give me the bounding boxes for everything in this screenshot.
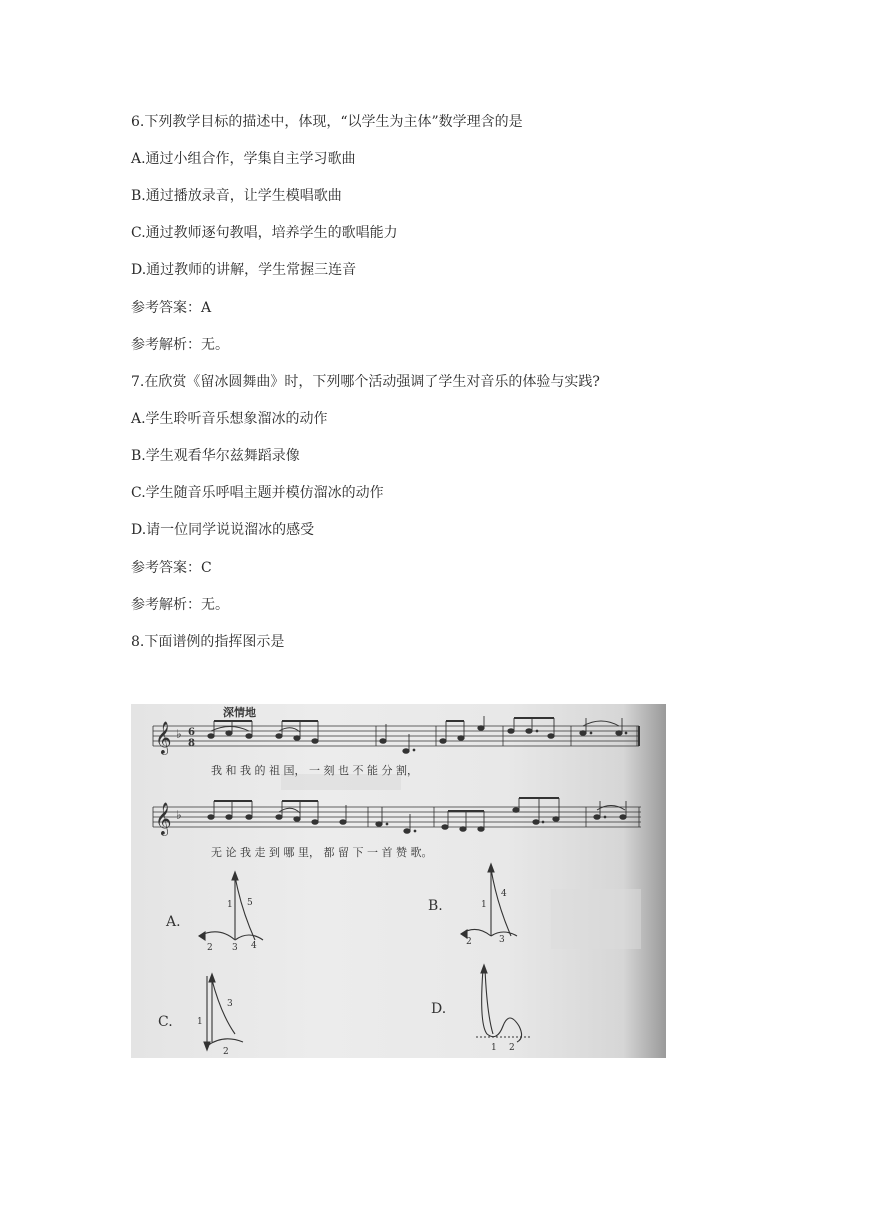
diagram-b-number-3: 3 — [499, 935, 505, 945]
diagram-a-number-1: 1 — [227, 900, 233, 910]
question-6-stem: 6.下列教学目标的描述中，体现，“以学生为主体”数学理含的是 — [131, 114, 523, 130]
diagram-a-number-3: 3 — [232, 943, 238, 953]
question-7-option-a: A.学生聆听音乐想象溜冰的动作 — [131, 411, 328, 427]
time-signature-top: 6 — [188, 727, 195, 738]
diagram-d-number-1: 1 — [491, 1043, 497, 1053]
notes-line-1 — [208, 716, 627, 753]
question-6-option-b: B.通过播放录音，让学生模唱歌曲 — [131, 188, 342, 204]
diagram-a-number-5: 5 — [247, 898, 253, 908]
diagram-c-number-3: 3 — [227, 999, 233, 1009]
tempo-mark: 深情地 — [223, 706, 256, 719]
flat-sign-icon-2: ♭ — [176, 808, 182, 822]
score-photo — [131, 704, 666, 1058]
score-illustration — [131, 704, 666, 1058]
conducting-diagram-c — [204, 974, 243, 1050]
lyrics-line-2: 无 论 我 走 到 哪 里， 都 留 下 一 首 赞 歌。 — [211, 846, 433, 859]
treble-clef-icon: 𝄞 — [155, 721, 172, 754]
question-7-analysis: 参考解析：无。 — [131, 597, 229, 613]
diagram-c-number-2: 2 — [223, 1047, 229, 1057]
question-7-option-c: C.学生随音乐呼唱主题并模仿溜冰的动作 — [131, 485, 384, 501]
question-7-answer: 参考答案：C — [131, 560, 212, 576]
question-7-option-b: B.学生观看华尔兹舞蹈录像 — [131, 448, 300, 464]
conducting-diagram-d — [476, 965, 531, 1042]
question-6-answer: 参考答案：A — [131, 300, 212, 316]
option-b-label: B. — [428, 898, 443, 914]
question-6-option-a: A.通过小组合作，学集自主学习歌曲 — [131, 151, 356, 167]
diagram-d-number-2: 2 — [509, 1043, 515, 1053]
question-7-option-d: D.请一位同学说说溜冰的感受 — [131, 522, 315, 538]
staff-1 — [153, 726, 639, 746]
notes-line-2 — [208, 798, 626, 833]
lyrics-line-1: 我 和 我 的 祖 国， 一 刻 也 不 能 分 割， — [211, 764, 418, 777]
flat-sign-icon: ♭ — [176, 727, 182, 741]
question-6-option-d: D.通过教师的讲解，学生常握三连音 — [131, 262, 357, 278]
option-d-label: D. — [431, 1001, 447, 1017]
time-signature-bottom: 8 — [188, 738, 195, 749]
conducting-diagram-b — [461, 864, 517, 938]
diagram-b-number-2: 2 — [466, 937, 472, 947]
diagram-c-number-1: 1 — [197, 1017, 203, 1027]
question-7-stem: 7.在欣赏《留冰圆舞曲》时，下列哪个活动强调了学生对音乐的体验与实践? — [131, 374, 600, 390]
question-6-analysis: 参考解析：无。 — [131, 337, 229, 353]
question-6-option-c: C.通过教师逐句教唱，培养学生的歌唱能力 — [131, 225, 398, 241]
treble-clef-icon-2: 𝄞 — [155, 802, 172, 835]
diagram-b-number-1: 1 — [481, 900, 487, 910]
diagram-b-number-4: 4 — [501, 889, 507, 899]
diagram-a-number-2: 2 — [207, 943, 213, 953]
option-c-label: C. — [158, 1014, 173, 1030]
diagram-a-number-4: 4 — [251, 941, 257, 951]
option-a-label: A. — [166, 914, 181, 930]
question-8-stem: 8.下面谱例的指挥图示是 — [131, 634, 285, 650]
